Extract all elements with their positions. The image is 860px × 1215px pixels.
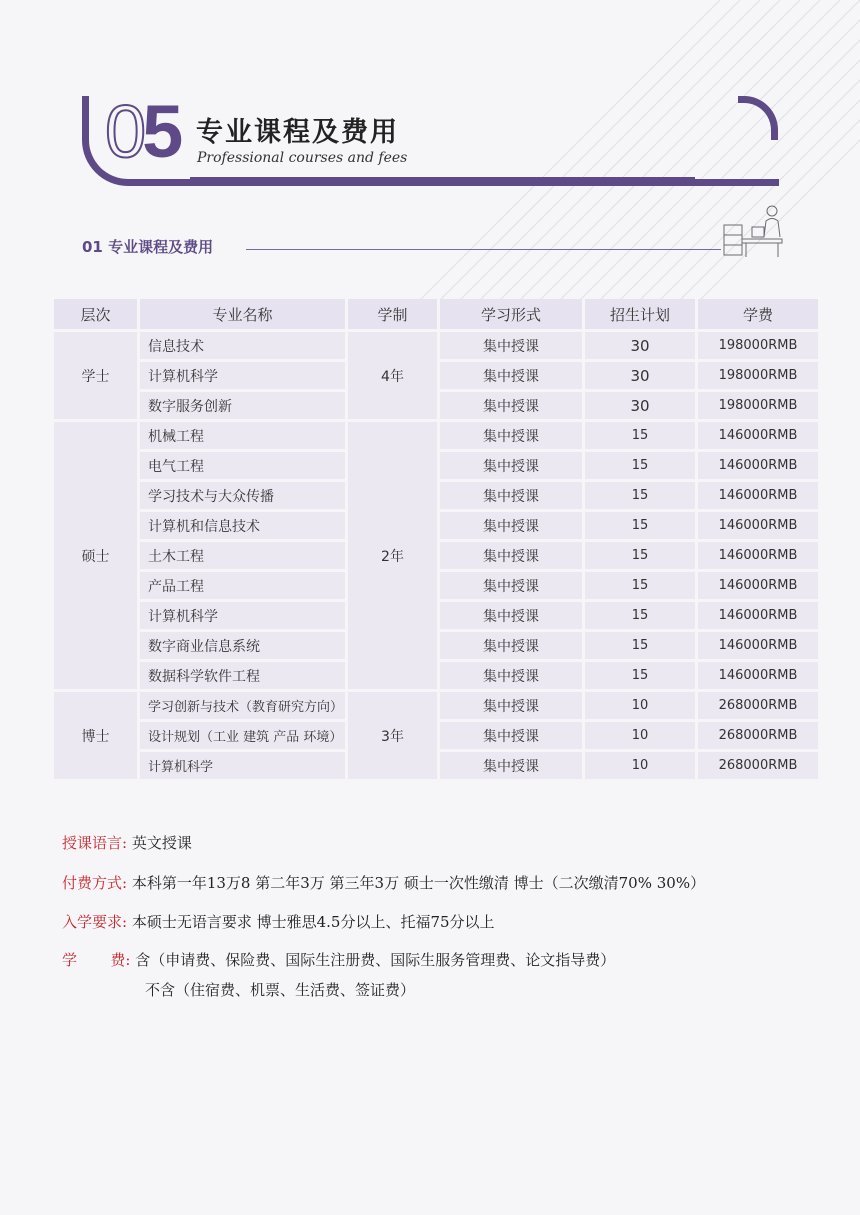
plan-cell: 15 [585,422,695,449]
fee-cell: 146000RMB [698,632,818,659]
fee-cell: 198000RMB [698,362,818,389]
person-at-desk-icon [720,203,790,259]
duration-cell: 2年 [348,422,437,689]
mode-cell: 集中授课 [440,422,582,449]
level-cell: 硕士 [54,422,137,689]
major-cell: 数据科学软件工程 [140,662,345,689]
fee-cell: 146000RMB [698,602,818,629]
header-underline [190,177,695,180]
plan-cell: 15 [585,662,695,689]
major-cell: 学习创新与技术（教育研究方向） [140,692,345,719]
major-cell: 机械工程 [140,422,345,449]
plan-cell: 15 [585,512,695,539]
plan-cell: 15 [585,572,695,599]
duration-cell: 4年 [348,332,437,419]
major-cell: 产品工程 [140,572,345,599]
major-cell: 计算机科学 [140,362,345,389]
table-row [54,692,818,719]
page-subtitle: Professional courses and fees [197,150,408,166]
major-cell: 数字商业信息系统 [140,632,345,659]
mode-cell: 集中授课 [440,452,582,479]
fee-cell: 146000RMB [698,452,818,479]
fee-cell: 146000RMB [698,542,818,569]
level-cell: 博士 [54,692,137,779]
header-frame [82,96,779,186]
major-cell: 计算机科学 [140,752,345,779]
major-cell: 土木工程 [140,542,345,569]
mode-cell: 集中授课 [440,482,582,509]
plan-cell: 15 [585,632,695,659]
major-cell: 信息技术 [140,332,345,359]
note-payment-value: 本科第一年13万8 第二年3万 第三年3万 硕士一次性缴清 博士（二次缴清70% 30%） [127,874,706,892]
major-cell: 设计规划（工业 建筑 产品 环境） [140,722,345,749]
fee-cell: 146000RMB [698,422,818,449]
note-fee-excluded: 不含（住宿费、机票、生活费、签证费） [145,981,416,999]
plan-cell: 30 [585,332,695,359]
note-payment-label: 付费方式: [62,874,128,892]
note-requirement-value: 本硕士无语言要求 博士雅思4.5分以上、托福75分以上 [127,913,495,931]
mode-cell: 集中授课 [440,362,582,389]
plan-cell: 30 [585,362,695,389]
plan-cell: 15 [585,452,695,479]
mode-cell: 集中授课 [440,752,582,779]
table-header-row [54,299,818,329]
plan-cell: 10 [585,692,695,719]
fee-cell: 268000RMB [698,752,818,779]
table-row [54,422,818,449]
header-duration: 学制 [348,299,437,329]
plan-cell: 10 [585,722,695,749]
mode-cell: 集中授课 [440,662,582,689]
plan-cell: 30 [585,392,695,419]
plan-cell: 15 [585,482,695,509]
note-language-value: 英文授课 [127,834,192,852]
mode-cell: 集中授课 [440,722,582,749]
section-divider [246,249,721,250]
major-cell: 电气工程 [140,452,345,479]
fee-cell: 146000RMB [698,572,818,599]
fee-cell: 268000RMB [698,722,818,749]
header-level: 层次 [54,299,137,329]
table-row [54,332,818,359]
fee-cell: 146000RMB [698,512,818,539]
fee-cell: 146000RMB [698,662,818,689]
note-requirement-label: 入学要求: [62,913,128,931]
header-major: 专业名称 [140,299,345,329]
mode-cell: 集中授课 [440,392,582,419]
duration-cell: 3年 [348,692,437,779]
mode-cell: 集中授课 [440,542,582,569]
fee-cell: 198000RMB [698,392,818,419]
mode-cell: 集中授课 [440,632,582,659]
note-fee-value: 含（申请费、保险费、国际生注册费、国际生服务管理费、论文指导费） [130,951,616,969]
mode-cell: 集中授课 [440,692,582,719]
fee-cell: 146000RMB [698,482,818,509]
fee-cell: 198000RMB [698,332,818,359]
mode-cell: 集中授课 [440,572,582,599]
course-fee-table [51,296,821,782]
plan-cell: 15 [585,602,695,629]
level-cell: 学士 [54,332,137,419]
plan-cell: 10 [585,752,695,779]
note-language-label: 授课语言: [62,834,128,852]
note-fee [62,949,615,970]
plan-cell: 15 [585,542,695,569]
mode-cell: 集中授课 [440,512,582,539]
page-title: 专业课程及费用 [196,117,399,148]
note-fee-label: 学 费: [62,951,131,969]
note-requirement [62,911,495,932]
fee-cell: 268000RMB [698,692,818,719]
section-title: 01 专业课程及费用 [82,238,214,256]
major-cell: 数字服务创新 [140,392,345,419]
note-language [62,832,192,853]
header-fee: 学费 [698,299,818,329]
header-plan: 招生计划 [585,299,695,329]
major-cell: 学习技术与大众传播 [140,482,345,509]
section-number: 05 [105,90,180,173]
header-mode: 学习形式 [440,299,582,329]
major-cell: 计算机科学 [140,602,345,629]
note-payment [62,872,705,893]
mode-cell: 集中授课 [440,602,582,629]
mode-cell: 集中授课 [440,332,582,359]
major-cell: 计算机和信息技术 [140,512,345,539]
